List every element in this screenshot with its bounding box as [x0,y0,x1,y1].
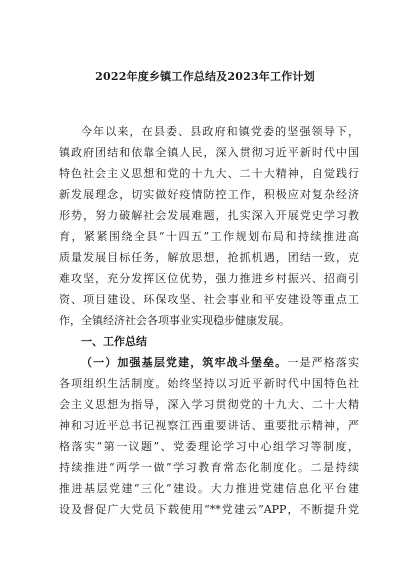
intro-line: 质量发展目标任务，解放思想，抢抓机遇，团结一致，克 [59,251,359,264]
subsection-heading: （一）加强基层党建，筑牢战斗堡垒。 [81,356,288,369]
body-line: 持续推进“两学一做”学习教育常态化制度化。二是持续 [59,461,359,474]
document-title: 2022年度乡镇工作总结及2023年工作计划 [95,70,315,83]
intro-line: 作，全镇经济社会各项事业实现稳步健康发展。 [59,314,290,327]
intro-line: 镇政府团结和依靠全镇人民，深入贯彻习近平新时代中国 [59,146,359,159]
intro-line: 形势，努力破解社会发展难题，扎实深入开展党史学习教 [59,209,359,222]
subsection-first-line [81,352,359,373]
body-line: 会主义思想为指导，深入学习贯彻党的十九大、二十大精 [59,398,359,411]
subsection-first-line-text: 一是严格落实 [287,356,359,369]
intro-line: 新发展理念，切实做好疫情防控工作，积极应对复杂经济 [59,188,359,201]
intro-line: 特色社会主义思想和党的十九大、二十大精神，自觉践行 [59,167,359,180]
intro-line: 资、项目建设、环保攻坚、社会事业和平安建设等重点工 [59,293,359,306]
body-line: 各项组织生活制度。始终坚持以习近平新时代中国特色社 [59,377,359,390]
section-heading: 一、工作总结 [81,335,147,348]
intro-line: 育，紧紧围绕全县“十四五”工作规划布局和持续推进高 [59,230,359,243]
body-line: 神和习近平总书记视察江西重要讲话、重要批示精神，严 [59,419,359,432]
body-line: 设及督促广大党员下载使用“**党建云”APP，不断提升党 [59,503,359,516]
intro-line: 今年以来，在县委、县政府和镇党委的坚强领导下， [81,125,359,138]
body-line: 格落实“第一议题”、党委理论学习中心组学习等制度， [59,440,359,453]
body-line: 推进基层党建“三化”建设。大力推进党建信息化平台建 [59,482,359,495]
intro-line: 难攻坚，充分发挥区位优势，强力推进乡村振兴、招商引 [59,272,359,285]
